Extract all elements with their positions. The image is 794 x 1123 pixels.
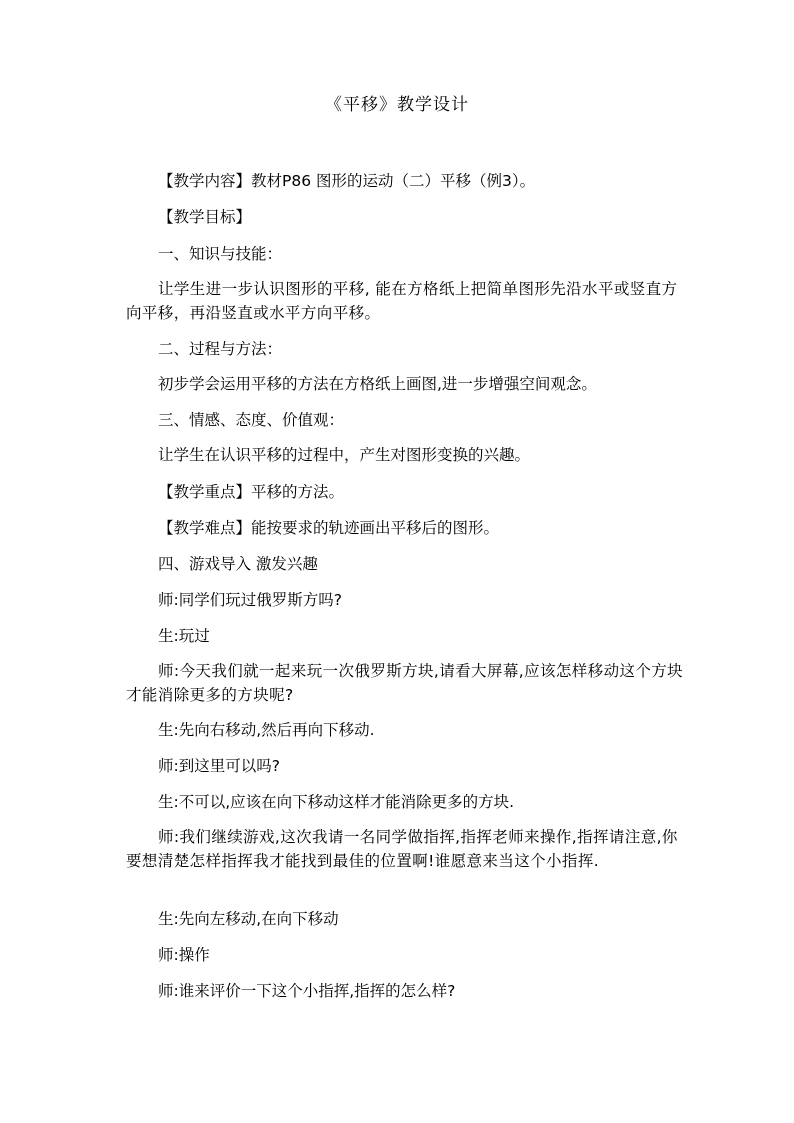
paragraph-knowledge-skills-text: 让学生进一步认识图形的平移, 能在方格纸上把简单图形先沿水平或竖直方向平移，再沿竖直或水平方向平移。 — [126, 280, 678, 322]
dialogue-line: 生:不可以,应该在向下移动这样才能消除更多的方块. — [158, 793, 515, 811]
dialogue-line: 师:到这里可以吗? — [158, 757, 280, 775]
paragraph-teaching-goals-heading: 【教学目标】 — [158, 208, 252, 226]
dialogue-line: 师:谁来评价一下这个小指挥,指挥的怎么样? — [158, 982, 456, 1000]
paragraph-emotion-values-heading: 三、情感、态度、价值观： — [158, 411, 345, 429]
dialogue-line: 师:我们继续游戏,这次我请一名同学做指挥,指挥老师来操作,指挥请注意,你要想清楚怎样指挥我才能找到最佳的位置啊!谁愿意来当这个小指挥. — [126, 828, 678, 870]
paragraph-game-intro-heading: 四、游戏导入 激发兴趣 — [158, 555, 318, 573]
paragraph-process-methods-text: 初步学会运用平移的方法在方格纸上画图,进一步增强空间观念。 — [158, 375, 597, 393]
paragraph-teaching-content: 【教学内容】教材P86 图形的运动（二）平移（例3）。 — [158, 172, 536, 190]
paragraph-emotion-values-text: 让学生在认识平移的过程中，产生对图形变换的兴趣。 — [158, 446, 531, 464]
dialogue-line: 生:先向左移动,在向下移动 — [158, 910, 339, 928]
paragraph-teaching-focus: 【教学重点】平移的方法。 — [158, 483, 345, 501]
dialogue-line: 师:同学们玩过俄罗斯方吗? — [158, 591, 342, 609]
paragraph-process-methods-heading: 二、过程与方法： — [158, 340, 283, 358]
dialogue-line: 师:操作 — [158, 946, 210, 964]
paragraph-teaching-difficulty: 【教学难点】能按要求的轨迹画出平移后的图形。 — [158, 519, 500, 537]
dialogue-line: 生:玩过 — [158, 627, 210, 645]
paragraph-knowledge-skills-heading: 一、知识与技能： — [158, 245, 283, 263]
dialogue-line: 生:先向右移动,然后再向下移动. — [158, 721, 375, 739]
document-title: 《平移》教学设计 — [325, 95, 469, 115]
dialogue-line: 师:今天我们就一起来玩一次俄罗斯方块,请看大屏幕,应该怎样移动这个方块才能消除更多的方块呢? — [126, 662, 684, 704]
